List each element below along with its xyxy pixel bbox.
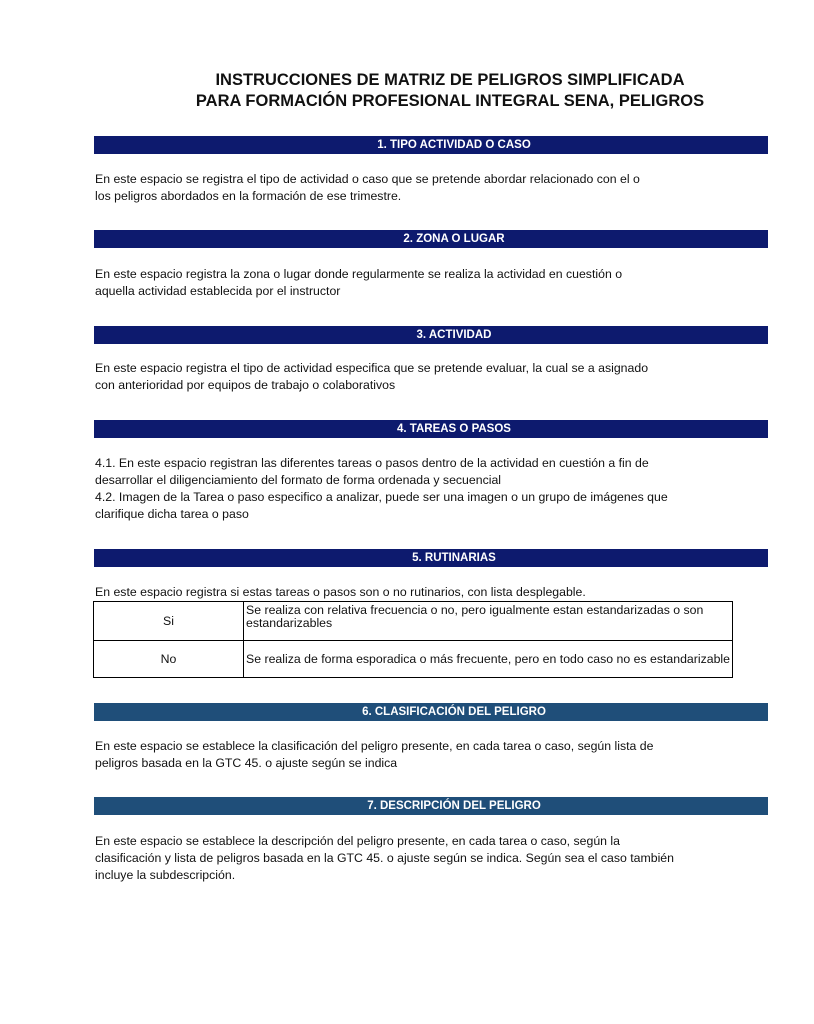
section-5-text: En este espacio registra si estas tareas o pasos son o no rutinarios, con lista desplegable.: [95, 585, 586, 599]
rutinarias-key-si: Si: [94, 602, 244, 641]
table-row: [94, 602, 733, 641]
section-1-text: En este espacio se registra el tipo de actividad o caso que se pretende abordar relacionado con el o los peligros abordados en la formación de ese trimestre.: [95, 172, 640, 203]
section-1-header: 1. TIPO ACTIVIDAD O CASO: [94, 136, 768, 154]
section-4-text: 4.1. En este espacio registran las diferentes tareas o pasos dentro de la actividad en cuestión a fin de desarrollar el diligenciamiento del formato de forma ordenada y secuencial 4.2. Imagen de la Tarea o paso especifico a analizar, puede ser una imagen o un grupo de imágenes que clarifique dicha tarea o paso: [95, 456, 668, 521]
section-4-header: 4. TAREAS O PASOS: [94, 420, 768, 438]
section-2-header: 2. ZONA O LUGAR: [94, 230, 768, 248]
section-3-text: En este espacio registra el tipo de actividad especifica que se pretende evaluar, la cual se a asignado con anterioridad por equipos de trabajo o colaborativos: [95, 361, 649, 392]
rutinarias-desc-si: Se realiza con relativa frecuencia o no, pero igualmente estan estandarizadas o son estandarizables: [244, 602, 733, 641]
section-3-header: 3. ACTIVIDAD: [94, 326, 768, 344]
table-row: [94, 641, 733, 678]
section-7-text: En este espacio se establece la descripción del peligro presente, en cada tarea o caso, según la clasificación y lista de peligros basada en la GTC 45. o ajuste según se indica. Según sea el caso también incluye la subdescripción.: [95, 834, 674, 882]
section-5-header: 5. RUTINARIAS: [94, 549, 768, 567]
page-title: [150, 70, 750, 112]
section-2-text: En este espacio registra la zona o lugar donde regularmente se realiza la actividad en cuestión o aquella actividad establecida por el instructor: [95, 267, 623, 298]
title-line-2: PARA FORMACIÓN PROFESIONAL INTEGRAL SENA, PELIGROS: [195, 92, 705, 110]
rutinarias-key-no: No: [94, 641, 244, 678]
title-line-1: INSTRUCCIONES DE MATRIZ DE PELIGROS SIMPLIFICADA: [215, 71, 685, 89]
section-6-text: En este espacio se establece la clasificación del peligro presente, en cada tarea o caso, según lista de peligros basada en la GTC 45. o ajuste según se indica: [95, 739, 654, 770]
rutinarias-table: [93, 601, 733, 678]
rutinarias-desc-no: Se realiza de forma esporadica o más frecuente, pero en todo caso no es estandarizable: [244, 641, 733, 678]
section-7-header: 7. DESCRIPCIÓN DEL PELIGRO: [94, 797, 768, 815]
section-6-header: 6. CLASIFICACIÓN DEL PELIGRO: [94, 703, 768, 721]
